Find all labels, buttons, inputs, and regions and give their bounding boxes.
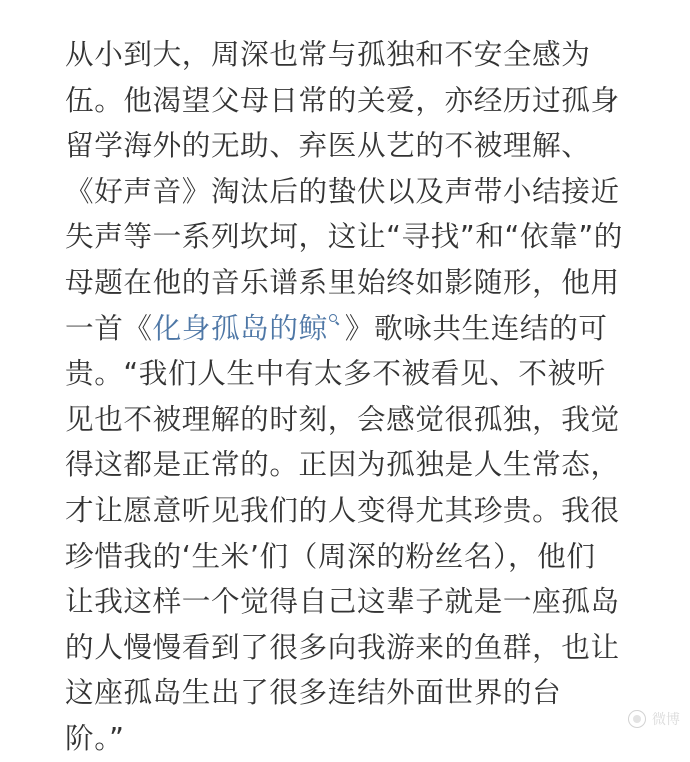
watermark-text: 微博 xyxy=(652,712,680,728)
article-line: 留学海外的无助、弃医从艺的不被理解、 xyxy=(65,128,591,163)
article-line: 这座孤岛生出了很多连结外面世界的台 xyxy=(65,675,562,710)
watermark xyxy=(628,709,680,729)
weibo-logo-icon xyxy=(628,710,646,728)
article-body xyxy=(65,32,625,762)
article-line: 母题在他的音乐谱系里始终如影随形，他用 xyxy=(65,264,620,299)
article-text: 》歌咏共生连结的可 xyxy=(344,310,608,345)
article-line: 失声等一系列坎坷，这让“寻找”和“依靠”的 xyxy=(65,219,623,254)
article-line-with-link xyxy=(65,306,625,352)
article-line: 贵。“我们人生中有太多不被看见、不被听 xyxy=(65,356,606,391)
search-icon[interactable] xyxy=(329,314,339,324)
article-line: 《好声音》淘汰后的蛰伏以及声带小结接近 xyxy=(65,173,620,208)
article-line: 让我这样一个觉得自己这辈子就是一座孤岛 xyxy=(65,584,620,619)
article-line: 得这都是正常的。正因为孤独是人生常态， xyxy=(65,447,620,482)
article-line: 的人慢慢看到了很多向我游来的鱼群，也让 xyxy=(65,629,620,664)
song-link-label[interactable]: 化身孤岛的鲸 xyxy=(152,310,328,345)
article-line: 才让愿意听见我们的人变得尤其珍贵。我很 xyxy=(65,492,620,527)
article-line: 阶。” xyxy=(65,720,125,755)
song-link[interactable] xyxy=(153,311,345,345)
article-line: 伍。他渴望父母日常的关爱，亦经历过孤身 xyxy=(65,82,620,117)
article-line: 从小到大，周深也常与孤独和不安全感为 xyxy=(65,37,591,71)
article-line: 见也不被理解的时刻，会感觉很孤独，我觉 xyxy=(65,401,620,436)
article-line: 珍惜我的‘生米’们（周深的粉丝名），他们 xyxy=(65,538,596,573)
article-text: 一首《 xyxy=(65,310,153,345)
